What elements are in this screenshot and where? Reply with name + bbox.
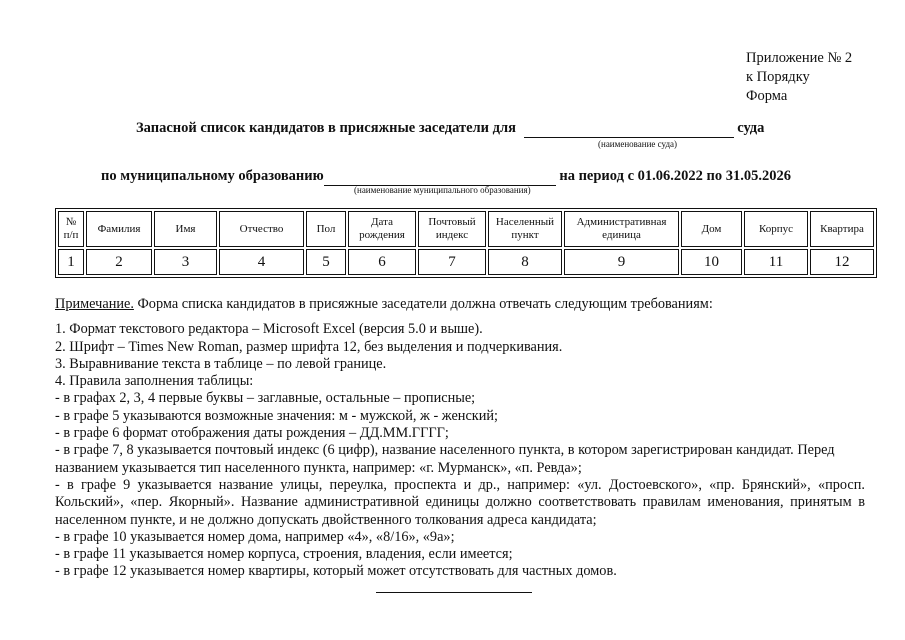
column-number-cell: 11 xyxy=(744,249,808,275)
notes-intro: Форма списка кандидатов в присяжные заседатели должна отвечать следующим требованиям: xyxy=(133,296,713,312)
notes-section xyxy=(55,296,865,581)
note-item: - в графе 10 указывается номер дома, например «4», «8/16», «9а»; xyxy=(55,528,455,545)
municipality-hint: (наименование муниципального образования) xyxy=(354,185,531,195)
note-item: - в графе 6 формат отображения даты рождения – ДД.ММ.ГГГГ; xyxy=(55,425,449,442)
column-number-cell: 4 xyxy=(219,249,304,275)
header-cell: Отчество xyxy=(219,211,304,247)
note-item: 3. Выравнивание текста в таблице – по левой границе. xyxy=(55,355,387,372)
period-line xyxy=(101,168,791,186)
column-number-cell: 5 xyxy=(306,249,346,275)
note-item: - в графе 9 указывается название улицы, переулка, проспекта и др., например: «ул. Достоевского», «пр. Брянский», «просп. Кольский», «пер. Якорный». Название административной единицы должно соответствовать правилам именования, принятым в населенном пункте, и не должно допускать двойственного толкования адреса кандидата; xyxy=(55,476,865,528)
note-item: - в графе 12 указывается номер квартиры, который может отсутствовать для частных домов. xyxy=(55,563,617,580)
notes-heading xyxy=(55,296,865,313)
appendix-block xyxy=(746,49,852,106)
candidates-table xyxy=(55,208,877,278)
header-cell: Пол xyxy=(306,211,346,247)
court-hint: (наименование суда) xyxy=(598,139,678,149)
note-item: - в графе 7, 8 указывается почтовый индекс (6 цифр), название населенного пункта, в котором зарегистрирован кандидат. Перед названием указывается тип населенного пункта, например: «г. Мурманск», «п. Ревда»; xyxy=(55,442,835,476)
form-title xyxy=(136,120,764,138)
header-cell: Почтовый индекс xyxy=(418,211,486,247)
column-number-cell: 10 xyxy=(681,249,742,275)
column-number-cell: 9 xyxy=(564,249,679,275)
header-cell: Корпус xyxy=(744,211,808,247)
column-number-cell: 6 xyxy=(348,249,416,275)
note-item: - в графе 11 указывается номер корпуса, строения, владения, если имеется; xyxy=(55,546,513,563)
table-number-row xyxy=(58,249,874,275)
municipality-name-field[interactable] xyxy=(324,168,556,186)
title-suffix: суда xyxy=(737,120,765,136)
appendix-line-2: к Порядку xyxy=(746,69,810,85)
column-number-cell: 3 xyxy=(154,249,217,275)
column-number-cell: 8 xyxy=(488,249,562,275)
end-divider xyxy=(376,592,532,593)
column-number-cell: 12 xyxy=(810,249,874,275)
header-cell: № п/п xyxy=(58,211,84,247)
court-name-field[interactable] xyxy=(524,120,734,138)
header-cell: Дом xyxy=(681,211,742,247)
note-item: - в графах 2, 3, 4 первые буквы – заглавные, остальные – прописные; xyxy=(55,390,476,407)
note-item: 4. Правила заполнения таблицы: xyxy=(55,373,254,390)
title-prefix: Запасной список кандидатов в присяжные заседатели для xyxy=(136,120,516,136)
column-number-cell: 1 xyxy=(58,249,84,275)
note-item: 1. Формат текстового редактора – Microsoft Excel (версия 5.0 и выше). xyxy=(55,321,483,338)
table-header-row xyxy=(58,211,874,247)
column-number-cell: 7 xyxy=(418,249,486,275)
column-number-cell: 2 xyxy=(86,249,152,275)
note-item: 2. Шрифт – Times New Roman, размер шрифта 12, без выделения и подчеркивания. xyxy=(55,338,563,355)
appendix-line-3: Форма xyxy=(746,88,788,104)
period-prefix: по муниципальному образованию xyxy=(101,168,324,184)
header-cell: Населенный пункт xyxy=(488,211,562,247)
header-cell: Дата рождения xyxy=(348,211,416,247)
header-cell: Административная единица xyxy=(564,211,679,247)
header-cell: Фамилия xyxy=(86,211,152,247)
notes-label: Примечание. xyxy=(55,296,134,312)
note-item: - в графе 5 указываются возможные значения: м - мужской, ж - женский; xyxy=(55,407,499,424)
appendix-line-1: Приложение № 2 xyxy=(746,50,853,66)
header-cell: Квартира xyxy=(810,211,874,247)
period-suffix: на период с 01.06.2022 по 31.05.2026 xyxy=(559,168,791,184)
header-cell: Имя xyxy=(154,211,217,247)
